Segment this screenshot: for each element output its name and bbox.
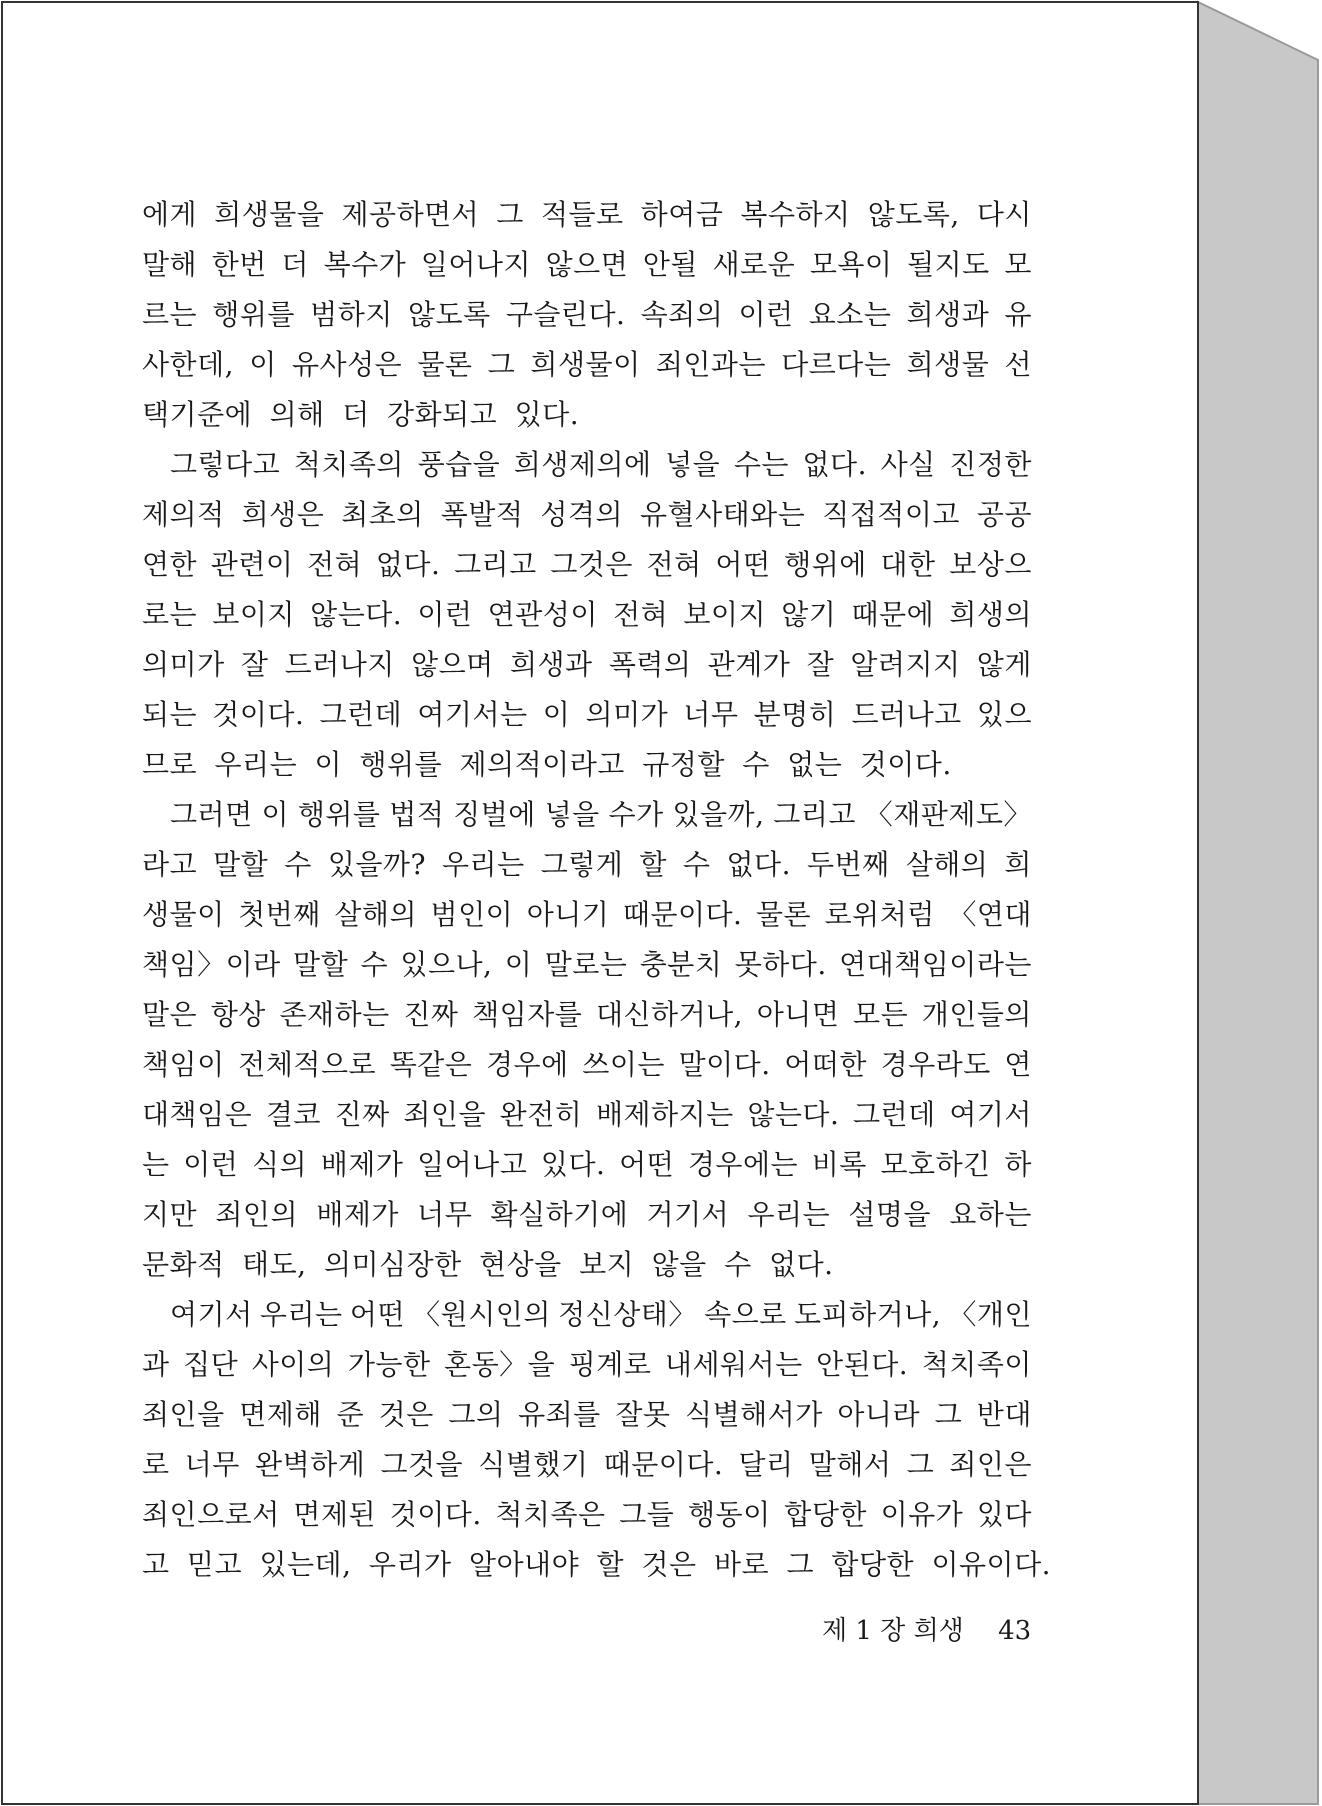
text-line: 지만 죄인의 배제가 너무 확실하기에 거기서 우리는 설명을 요하는	[142, 1198, 1032, 1231]
text-line: 제의적 희생은 최초의 폭발적 성격의 유혈사태와는 직접적이고 공공	[142, 498, 1032, 531]
chapter-title: 제 1 장 희생	[822, 1616, 964, 1646]
book-page	[2, 2, 1198, 1802]
text-line: 되는 것이다. 그런데 여기서는 이 의미가 너무 분명히 드러나고 있으	[142, 698, 1032, 731]
text-line: 그러면 이 행위를 법적 징벌에 넣을 수가 있을까, 그리고 〈재판제도〉	[170, 798, 1032, 831]
text-line: 로 너무 완벽하게 그것을 식별했기 때문이다. 달리 말해서 그 죄인은	[142, 1448, 1032, 1481]
text-line: 연한 관련이 전혀 없다. 그리고 그것은 전혀 어떤 행위에 대한 보상으	[142, 548, 1032, 581]
body-text	[142, 190, 1052, 1590]
text-line: 사한데, 이 유사성은 물론 그 희생물이 죄인과는 다르다는 희생물 선	[142, 348, 1032, 381]
book-side-panel	[1198, 2, 1318, 1804]
text-line: 여기서 우리는 어떤 〈원시인의 정신상태〉 속으로 도피하거나, 〈개인	[170, 1298, 1032, 1331]
text-line: 택기준에 의해 더 강화되고 있다.	[142, 398, 580, 431]
text-line: 문화적 태도, 의미심장한 현상을 보지 않을 수 없다.	[142, 1248, 834, 1281]
text-line: 생물이 첫번째 살해의 범인이 아니기 때문이다. 물론 로위처럼 〈연대	[142, 898, 1032, 931]
text-line: 라고 말할 수 있을까? 우리는 그렇게 할 수 없다. 두번째 살해의 희	[142, 848, 1032, 881]
text-line: 책임이 전체적으로 똑같은 경우에 쓰이는 말이다. 어떠한 경우라도 연	[142, 1048, 1032, 1081]
text-line: 르는 행위를 범하지 않도록 구슬린다. 속죄의 이런 요소는 희생과 유	[142, 298, 1032, 331]
page-footer	[822, 1610, 1031, 1647]
text-line: 고 믿고 있는데, 우리가 알아내야 할 것은 바로 그 합당한 이유이다.	[142, 1548, 1052, 1581]
text-line: 죄인을 면제해 준 것은 그의 유죄를 잘못 식별해서가 아니라 그 반대	[142, 1398, 1032, 1431]
text-line: 에게 희생물을 제공하면서 그 적들로 하여금 복수하지 않도록, 다시	[142, 198, 1032, 231]
page-number: 43	[998, 1616, 1032, 1646]
text-line: 의미가 잘 드러나지 않으며 희생과 폭력의 관계가 잘 알려지지 않게	[142, 648, 1032, 681]
text-line: 책임〉이라 말할 수 있으나, 이 말로는 충분치 못하다. 연대책임이라는	[142, 948, 1032, 981]
text-line: 는 이런 식의 배제가 일어나고 있다. 어떤 경우에는 비록 모호하긴 하	[142, 1148, 1032, 1181]
text-line: 로는 보이지 않는다. 이런 연관성이 전혀 보이지 않기 때문에 희생의	[142, 598, 1032, 631]
text-line: 죄인으로서 면제된 것이다. 척치족은 그들 행동이 합당한 이유가 있다	[142, 1498, 1032, 1531]
text-line: 과 집단 사이의 가능한 혼동〉을 핑계로 내세워서는 안된다. 척치족이	[142, 1348, 1032, 1381]
text-line: 말은 항상 존재하는 진짜 책임자를 대신하거나, 아니면 모든 개인들의	[142, 998, 1032, 1031]
text-line: 말해 한번 더 복수가 일어나지 않으면 안될 새로운 모욕이 될지도 모	[142, 248, 1032, 281]
text-line: 대책임은 결코 진짜 죄인을 완전히 배제하지는 않는다. 그런데 여기서	[142, 1098, 1032, 1131]
text-line: 므로 우리는 이 행위를 제의적이라고 규정할 수 없는 것이다.	[142, 748, 952, 781]
text-line: 그렇다고 척치족의 풍습을 희생제의에 넣을 수는 없다. 사실 진정한	[170, 448, 1032, 481]
